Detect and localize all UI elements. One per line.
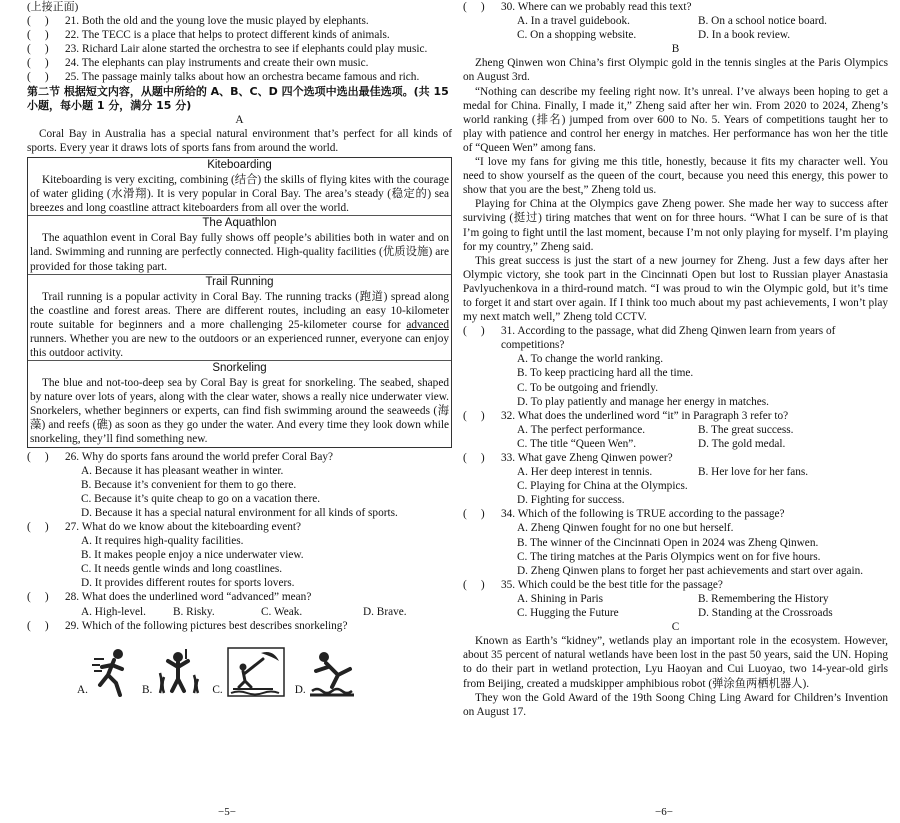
option: B. It makes people enjoy a nice underwater view. xyxy=(81,549,304,562)
answer-blank[interactable]: ( ) xyxy=(27,29,49,42)
right-column xyxy=(463,0,888,719)
tf-text: 24. The elephants can play instruments and create their own music. xyxy=(65,57,369,70)
option: A. Zheng Qinwen fought for no one but herself. xyxy=(517,522,734,535)
tf-item-21 xyxy=(27,14,452,28)
passage-a-intro: Coral Bay in Australia has a special natural environment that’s perfect for all kinds of sports. Every year it draws lots of sports fans from around the world. xyxy=(27,127,452,154)
picture-option-b[interactable]: B. xyxy=(142,647,202,697)
picture-option-a[interactable]: A. xyxy=(77,647,132,697)
page-number-left: −5− xyxy=(218,806,236,818)
answer-blank[interactable]: ( ) xyxy=(27,15,49,28)
passage-b-paragraph: “Nothing can describe my feeling right now. It’s unreal. I’ve always been hoping to get a medal for China. Finally, I made it,” Zheng said after her win. From 2020 to 2024, Zheng’s world ranking (排名) jumped from over 600 to No. 5. Years of competitions taught her to play with patience and control her energy in matches. Her performance has won her the title of “Queen Wen” among fans. xyxy=(463,85,888,154)
tf-text: 23. Richard Lair alone started the orchestra to see if elephants could play music. xyxy=(65,43,428,56)
options-row xyxy=(463,606,888,620)
sports-info-box xyxy=(27,157,452,448)
question-26 xyxy=(27,450,452,464)
answer-blank[interactable]: ( ) xyxy=(27,450,49,463)
options-row xyxy=(463,592,888,606)
answer-blank[interactable]: ( ) xyxy=(463,508,485,521)
option: A. Her deep interest in tennis. xyxy=(517,466,653,479)
answer-blank[interactable]: ( ) xyxy=(27,619,49,632)
question-34 xyxy=(463,507,888,521)
question-stem: 30. Where can we probably read this text? xyxy=(501,1,692,13)
passage-b-paragraph: This great success is just the start of a new journey for Zheng. Just a few days after her Olympic victory, she took part in the Cincinnati Open but lost to Russian player Anastasia Pavlyuchenkova in a third-round match. “I was proud to win the Olympic gold, but it’s time to forget it and start over again. If I think too much about my past achievements, I won’t play my next match well,” Zheng told CCTV. xyxy=(463,254,888,324)
option: A. To change the world ranking. xyxy=(517,353,664,366)
option: D. Fighting for success. xyxy=(517,494,625,507)
question-stem: 31. According to the passage, what did Zheng Qinwen learn from years of competitions? xyxy=(501,325,836,352)
tf-text: 21. Both the old and the young love the music played by elephants. xyxy=(65,15,369,28)
passage-c-paragraph: They won the Gold Award of the 19th Soong Ching Ling Award for Children’s Invention on August 17. xyxy=(463,691,888,718)
passage-c-paragraph: Known as Earth’s “kidney”, wetlands play an important role in the ecosystem. However, about 35 percent of natural wetlands have been lost in the past 50 years, said the UN. Hoping to do their part in wetland protection, Lyu Haoyan and Cui Luoyao, two 14-year-old girls from Beijing, created a mudskipper amphibious robot (弹涂鱼两栖机器人). xyxy=(463,635,888,690)
answer-blank[interactable]: ( ) xyxy=(463,325,485,338)
answer-blank[interactable]: ( ) xyxy=(27,71,49,84)
option: B. To keep practicing hard all the time. xyxy=(517,367,694,380)
continued-header: (上接正面) xyxy=(27,1,79,13)
option: A. In a travel guidebook. xyxy=(517,15,630,28)
options-row xyxy=(27,605,452,619)
answer-blank[interactable]: ( ) xyxy=(463,578,485,591)
passage-a-letter: A xyxy=(235,113,244,126)
options-row xyxy=(463,423,888,437)
aquathlon-text: The aquathlon event in Coral Bay fully shows off people’s abilities both in water and on land. Swimming and running are perfectly connected. High-quality facilities (优质设施) are provided for those taking part. xyxy=(28,231,451,274)
tf-item-25 xyxy=(27,70,452,84)
option: A. Because it has pleasant weather in winter. xyxy=(81,464,284,477)
question-stem: 29. Which of the following pictures best describes snorkeling? xyxy=(65,619,348,632)
question-stem: 26. Why do sports fans around the world prefer Coral Bay? xyxy=(65,450,334,463)
passage-c-letter: C xyxy=(671,621,680,634)
snorkeler-icon xyxy=(156,647,202,697)
answer-blank[interactable]: ( ) xyxy=(27,521,49,533)
answer-blank[interactable]: ( ) xyxy=(27,57,49,70)
picture-options xyxy=(27,639,452,697)
option: C. It needs gentle winds and long coastlines. xyxy=(81,563,283,576)
runner-icon xyxy=(92,647,132,697)
option: B. The winner of the Cincinnati Open in 2024 was Zheng Qinwen. xyxy=(517,536,819,549)
question-stem: 35. Which could be the best title for the passage? xyxy=(501,578,723,591)
answer-blank[interactable]: ( ) xyxy=(463,409,485,422)
tf-item-23 xyxy=(27,42,452,56)
trail-running-heading: Trail Running xyxy=(205,275,274,288)
page-number-right: −6− xyxy=(655,806,673,818)
question-29 xyxy=(27,619,452,633)
left-column xyxy=(27,0,452,697)
underlined-word: advanced xyxy=(406,318,449,331)
passage-b-paragraph: Zheng Qinwen won China’s first Olympic gold in the tennis singles at the Paris Olympics on August 3rd. xyxy=(463,57,888,84)
aquathlon-heading: The Aquathlon xyxy=(202,217,277,230)
picture-option-c[interactable]: C. xyxy=(212,647,284,697)
option: C. Weak. xyxy=(261,605,303,618)
option: B. On a school notice board. xyxy=(698,15,827,28)
option: D. To play patiently and manage her energy in matches. xyxy=(517,395,769,408)
picture-option-d[interactable]: D. xyxy=(295,647,354,697)
kiteboarding-text: Kiteboarding is very exciting, combining (结合) the skills of flying kites with the courage of water gliding (水滑翔). It is very popular in Coral Bay. The area’s steady (稳定的) sea breezes and long coastline attract kiteboarders from all over the world. xyxy=(28,173,451,216)
question-28 xyxy=(27,590,452,604)
tf-text: 22. The TECC is a place that helps to protect different kinds of animals. xyxy=(65,29,390,42)
question-stem: 28. What does the underlined word “advanced” mean? xyxy=(65,591,312,604)
option: D. The gold medal. xyxy=(698,437,786,450)
question-stem: 32. What does the underlined word “it” in Paragraph 3 refer to? xyxy=(501,409,789,422)
question-30 xyxy=(463,0,888,14)
question-31 xyxy=(463,324,888,352)
options-row xyxy=(463,28,888,42)
tf-text: 25. The passage mainly talks about how an orchestra became famous and rich. xyxy=(65,71,420,84)
question-35 xyxy=(463,578,888,592)
answer-blank[interactable]: ( ) xyxy=(463,452,485,464)
option: D. Standing at the Crossroads xyxy=(698,607,833,620)
option: D. Zheng Qinwen plans to forget her past achievements and start over again. xyxy=(517,564,864,577)
option: D. Brave. xyxy=(363,605,407,618)
options-row xyxy=(463,14,888,28)
question-stem: 33. What gave Zheng Qinwen power? xyxy=(501,452,673,464)
option: B. Because it’s convenient for them to go there. xyxy=(81,478,297,491)
option: C. On a shopping website. xyxy=(517,29,637,42)
swimmer-icon xyxy=(310,647,354,697)
question-stem: 27. What do we know about the kiteboarding event? xyxy=(65,521,302,533)
tf-item-24 xyxy=(27,56,452,70)
option: D. In a book review. xyxy=(698,29,791,42)
options-row xyxy=(463,465,888,479)
option: B. Her love for her fans. xyxy=(698,466,809,479)
option: A. High-level. xyxy=(81,605,146,618)
option: B. Risky. xyxy=(173,605,215,618)
option: C. The title “Queen Wen”. xyxy=(517,437,637,450)
option: B. Remembering the History xyxy=(698,592,829,605)
option: C. Playing for China at the Olympics. xyxy=(517,480,688,493)
option: C. Hugging the Future xyxy=(517,607,619,620)
option: D. Because it has a special natural environment for all kinds of sports. xyxy=(81,506,398,519)
option: B. The great success. xyxy=(698,423,794,436)
passage-b-letter: B xyxy=(671,43,680,56)
question-33 xyxy=(463,451,888,465)
question-27 xyxy=(27,520,452,534)
option: C. The tiring matches at the Paris Olympics went on for five hours. xyxy=(517,550,821,563)
tf-item-22 xyxy=(27,28,452,42)
option: D. It provides different routes for sports lovers. xyxy=(81,577,295,590)
options-row xyxy=(463,437,888,451)
kiteboarding-heading: Kiteboarding xyxy=(207,159,272,172)
trail-running-text: Trail running is a popular activity in Coral Bay. The running tracks (跑道) spread along the coastline and forest areas. There are different routes, including an easy 10-kilometer route suitable for beginners and a more challenging 25-kilometer course for advanced runners. Whether you are new to the outdoors or an experienced runner, everyone can enjoy this outdoor activity. xyxy=(28,290,451,361)
option: C. To be outgoing and friendly. xyxy=(517,381,659,394)
passage-b-paragraph: Playing for China at the Olympics gave Zheng power. She made her way to success after surviving (挺过) tiring matches that went on for three hours. “What I can be sure of is that I’m going to fight until the last moment, because I’m not only playing for myself. I’m playing for my country,” Zheng said. xyxy=(463,198,888,253)
option: A. The perfect performance. xyxy=(517,423,646,436)
answer-blank[interactable]: ( ) xyxy=(463,1,485,13)
section-instructions: 第二节 根据短文内容，从题中所给的 A、B、C、D 四个选项中选出最佳选项。(共 15 小题，每小题 1 分，满分 15 分) xyxy=(27,84,449,112)
kiteboarder-icon xyxy=(227,647,285,697)
option: C. Because it’s quite cheap to go on a vacation there. xyxy=(81,492,321,505)
option: A. Shining in Paris xyxy=(517,592,603,605)
question-32 xyxy=(463,409,888,423)
snorkeling-text: The blue and not-too-deep sea by Coral Bay is great for snorkeling. The seabed, shaped by nature over lots of years, along with the clear water, shows a really nice underwater view. Snorkelers, whether beginners or experts, can find fish swimming around the seaweeds (海藻) and reefs (礁) as soon as they go under the water. And every time they look down while snorkeling, they’ll find something new. xyxy=(30,377,449,446)
snorkeling-heading: Snorkeling xyxy=(212,362,267,375)
passage-b-paragraph: “I love my fans for giving me this title, honestly, because it fits my character well. You need to show yourself as the queen of the court, because you need this energy, this power to show that you are the best,” Zheng told us. xyxy=(463,156,888,197)
answer-blank[interactable]: ( ) xyxy=(27,591,49,604)
option: A. It requires high-quality facilities. xyxy=(81,535,244,548)
question-stem: 34. Which of the following is TRUE according to the passage? xyxy=(501,508,785,521)
answer-blank[interactable]: ( ) xyxy=(27,43,49,56)
